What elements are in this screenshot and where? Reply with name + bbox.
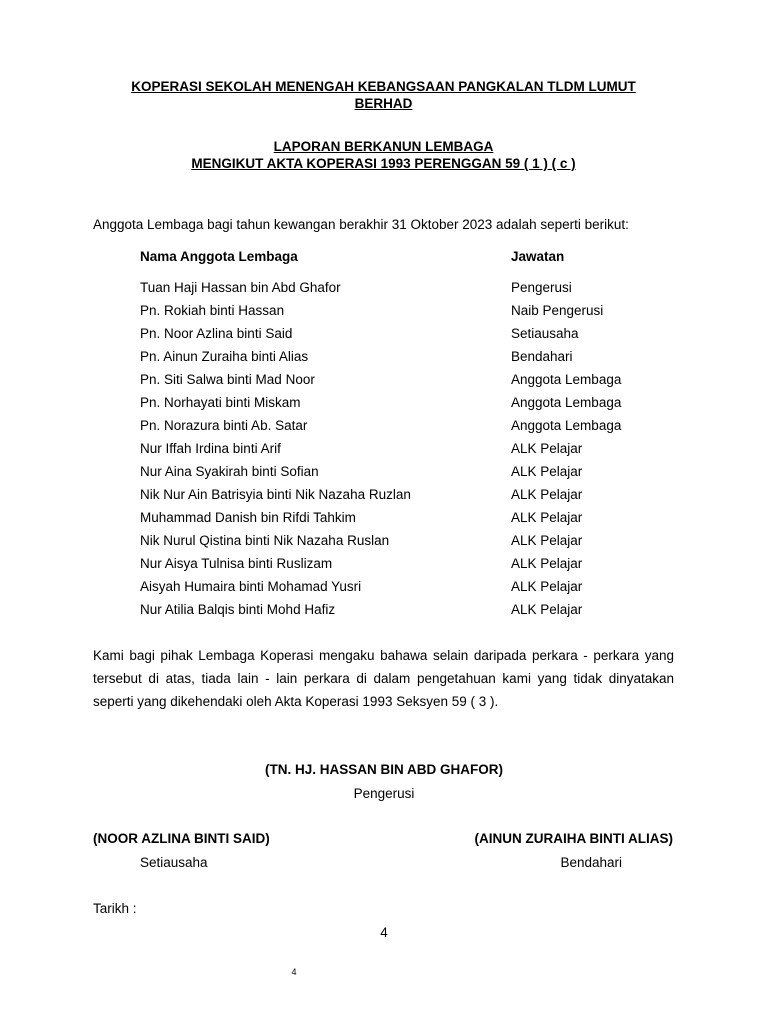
- member-position: Anggota Lembaga: [511, 372, 622, 387]
- organization-title-line-1: KOPERASI SEKOLAH MENENGAH KEBANGSAAN PANGKALAN TLDM LUMUT: [131, 79, 636, 94]
- organization-title-line-2: BERHAD: [354, 96, 413, 111]
- list-item: [140, 486, 660, 509]
- member-name: Pn. Ainun Zuraiha binti Alias: [140, 349, 309, 364]
- treasurer-signatory-name: (AINUN ZURAIHA BINTI ALIAS): [474, 831, 673, 846]
- list-item: [140, 601, 660, 624]
- list-item: [140, 371, 660, 394]
- list-item: [140, 463, 660, 486]
- report-title-line-1: LAPORAN BERKANUN LEMBAGA: [273, 139, 494, 154]
- board-members-list: [140, 248, 660, 624]
- member-position: Naib Pengerusi: [511, 303, 604, 318]
- list-item: [140, 325, 660, 348]
- list-item: [140, 417, 660, 440]
- member-name: Nur Aisya Tulnisa binti Ruslizam: [140, 556, 333, 571]
- member-name: Aisyah Humaira binti Mohamad Yusri: [140, 579, 362, 594]
- member-position: Bendahari: [511, 349, 573, 364]
- list-item: [140, 279, 660, 302]
- member-name: Nur Atilia Balqis binti Mohd Hafiz: [140, 602, 336, 617]
- chairman-signatory-name: (TN. HJ. HASSAN BIN ABD GHAFOR): [265, 762, 503, 777]
- column-header-name: Nama Anggota Lembaga: [140, 249, 298, 264]
- member-name: Pn. Noor Azlina binti Said: [140, 326, 293, 341]
- member-position: ALK Pelajar: [511, 579, 583, 594]
- member-name: Tuan Haji Hassan bin Abd Ghafor: [140, 280, 341, 295]
- member-position: ALK Pelajar: [511, 441, 583, 456]
- report-title: [93, 138, 674, 172]
- secretary-signatory-role: Setiausaha: [140, 855, 208, 870]
- organization-title: [93, 78, 674, 112]
- list-item: [140, 440, 660, 463]
- member-position: ALK Pelajar: [511, 464, 583, 479]
- list-item: [140, 394, 660, 417]
- list-item: [140, 302, 660, 325]
- member-position: Anggota Lembaga: [511, 418, 622, 433]
- page-number: 4: [380, 925, 388, 940]
- member-name: Nur Iffah Irdina binti Arif: [140, 441, 281, 456]
- list-item: [140, 555, 660, 578]
- member-position: ALK Pelajar: [511, 510, 583, 525]
- member-name: Nur Aina Syakirah binti Sofian: [140, 464, 319, 479]
- treasurer-signatory-role: Bendahari: [560, 855, 622, 870]
- member-name: Pn. Norhayati binti Miskam: [140, 395, 301, 410]
- member-name: Nik Nurul Qistina binti Nik Nazaha Ruslan: [140, 533, 390, 548]
- list-item: [140, 532, 660, 555]
- member-position: Setiausaha: [511, 326, 579, 341]
- column-header-position: Jawatan: [511, 249, 565, 264]
- member-name: Muhammad Danish bin Rifdi Tahkim: [140, 510, 356, 525]
- member-position: Anggota Lembaga: [511, 395, 622, 410]
- member-position: Pengerusi: [511, 280, 572, 295]
- member-position: ALK Pelajar: [511, 602, 583, 617]
- member-name: Pn. Siti Salwa binti Mad Noor: [140, 372, 315, 387]
- member-name: Pn. Rokiah binti Hassan: [140, 303, 285, 318]
- member-name: Nik Nur Ain Batrisyia binti Nik Nazaha Ruzlan: [140, 487, 411, 502]
- list-item: [140, 348, 660, 371]
- member-position: ALK Pelajar: [511, 487, 583, 502]
- report-title-line-2: MENGIKUT AKTA KOPERASI 1993 PERENGGAN 59 ( 1 ) ( c ): [191, 156, 576, 171]
- chairman-signatory-role: Pengerusi: [353, 786, 415, 801]
- member-position: ALK Pelajar: [511, 556, 583, 571]
- members-header-row: [140, 248, 660, 279]
- declaration-paragraph: Kami bagi pihak Lembaga Koperasi mengaku bahawa selain daripada perkara - perkara yang tersebut di atas, tiada lain - lain perkara di dalam pengetahuan kami yang tidak dinyatakan seperti yang dikehendaki oleh Akta Koperasi 1993 Seksyen 59 ( 3 ).: [93, 648, 674, 709]
- page-number-footer: 4: [291, 967, 297, 977]
- date-label: Tarikh :: [93, 901, 137, 916]
- intro-paragraph: Anggota Lembaga bagi tahun kewangan berakhir 31 Oktober 2023 adalah seperti berikut:: [93, 217, 629, 232]
- member-name: Pn. Norazura binti Ab. Satar: [140, 418, 308, 433]
- list-item: [140, 578, 660, 601]
- list-item: [140, 509, 660, 532]
- member-position: ALK Pelajar: [511, 533, 583, 548]
- secretary-signatory-name: (NOOR AZLINA BINTI SAID): [93, 831, 270, 846]
